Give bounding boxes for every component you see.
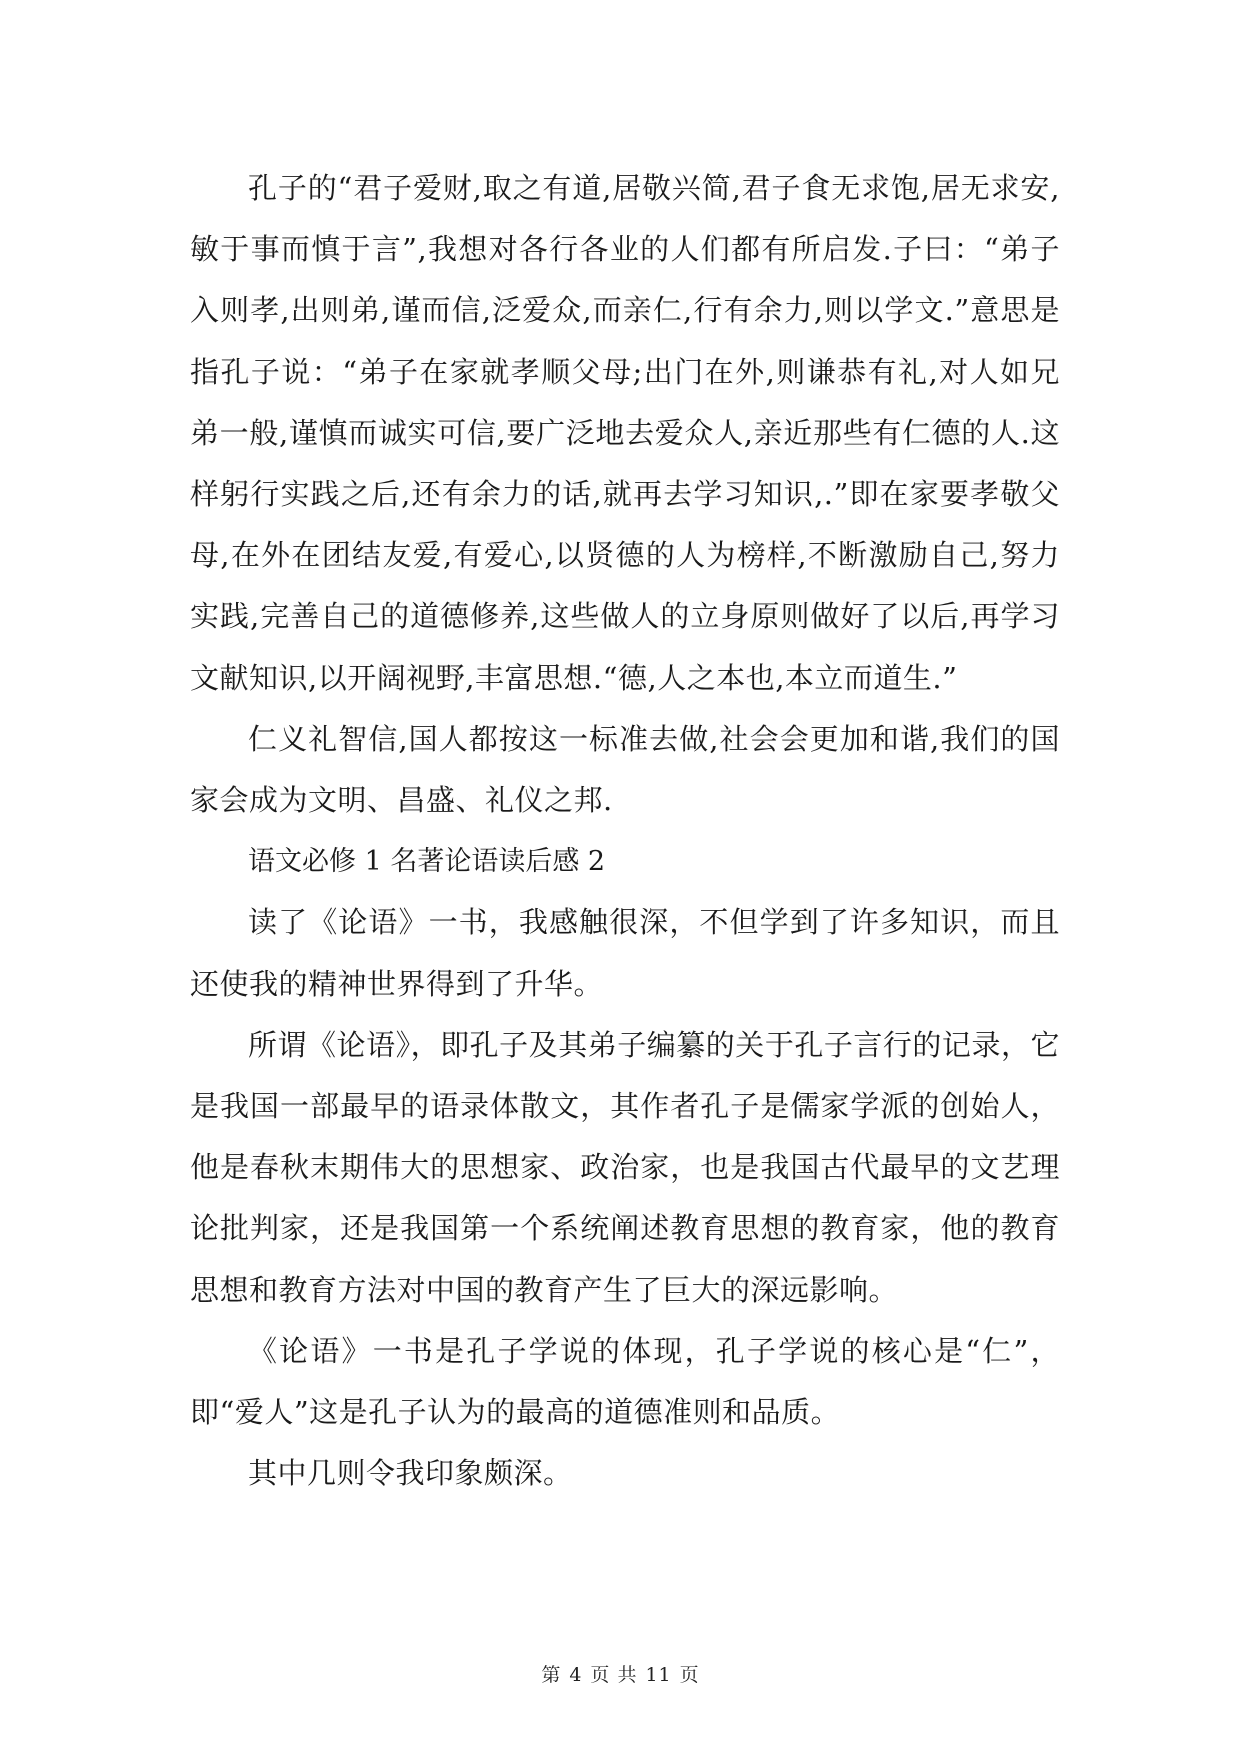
paragraph-reading-impression: 读了《论语》一书，我感触很深，不但学到了许多知识，而且还使我的精神世界得到了升华。 [190,905,1060,1001]
footer-total-pages: 11 [645,1664,672,1686]
paragraph-about-analects: 所谓《论语》，即孔子及其弟子编纂的关于孔子言行的记录，它是我国一部最早的语录体散文，其作者孔子是儒家学派的创始人，他是春秋末期伟大的思想家、政治家，也是我国古代最早的文艺理论批判家，还是我国第一个系统阐述教育思想的教育家，他的教育思想和教育方法对中国的教育产生了巨大的深远影响。 [190,1027,1060,1307]
paragraph-impressive: 其中几则令我印象颇深。 [248,1456,573,1491]
footer-current-page: 4 [569,1664,583,1686]
footer-middle: 页 共 [590,1664,638,1686]
section-heading: 语文必修 1 名著论语读后感 2 [248,846,606,878]
footer-suffix: 页 [679,1664,700,1686]
paragraph-virtues: 仁义礼智信,国人都按这一标准去做,社会会更加和谐,我们的国家会成为文明、昌盛、礼仪之邦. [190,721,1060,818]
paragraph-core-ren: 《论语》一书是孔子学说的体现，孔子学说的核心是“仁”，即“爱人”这是孔子认为的最高的道德准则和品质。 [190,1333,1060,1430]
document-body [190,158,1060,1504]
footer-prefix: 第 [541,1664,562,1686]
paragraph-confucius-quotes: 孔子的“君子爱财,取之有道,居敬兴简,君子食无求饱,居无求安,敏于事而慎于言”,我想对各行各业的人们都有所启发.子曰：“弟子入则孝,出则弟,谨而信,泛爱众,而亲仁,行有余力,则以学文.”意思是指孔子说：“弟子在家就孝顺父母;出门在外,则谦恭有礼,对人如兄弟一般,谨慎而诚实可信,要广泛地去爱众人,亲近那些有仁德的人.这样躬行实践之后,还有余力的话,就再去学习知识,.”即在家要孝敬父母,在外在团结友爱,有爱心,以贤德的人为榜样,不断激励自己,努力实践,完善自己的道德修养,这些做人的立身原则做好了以后,再学习文献知识,以开阔视野,丰富思想.“德,人之本也,本立而道生.” [190,171,1060,695]
page-footer [0,1660,1241,1687]
